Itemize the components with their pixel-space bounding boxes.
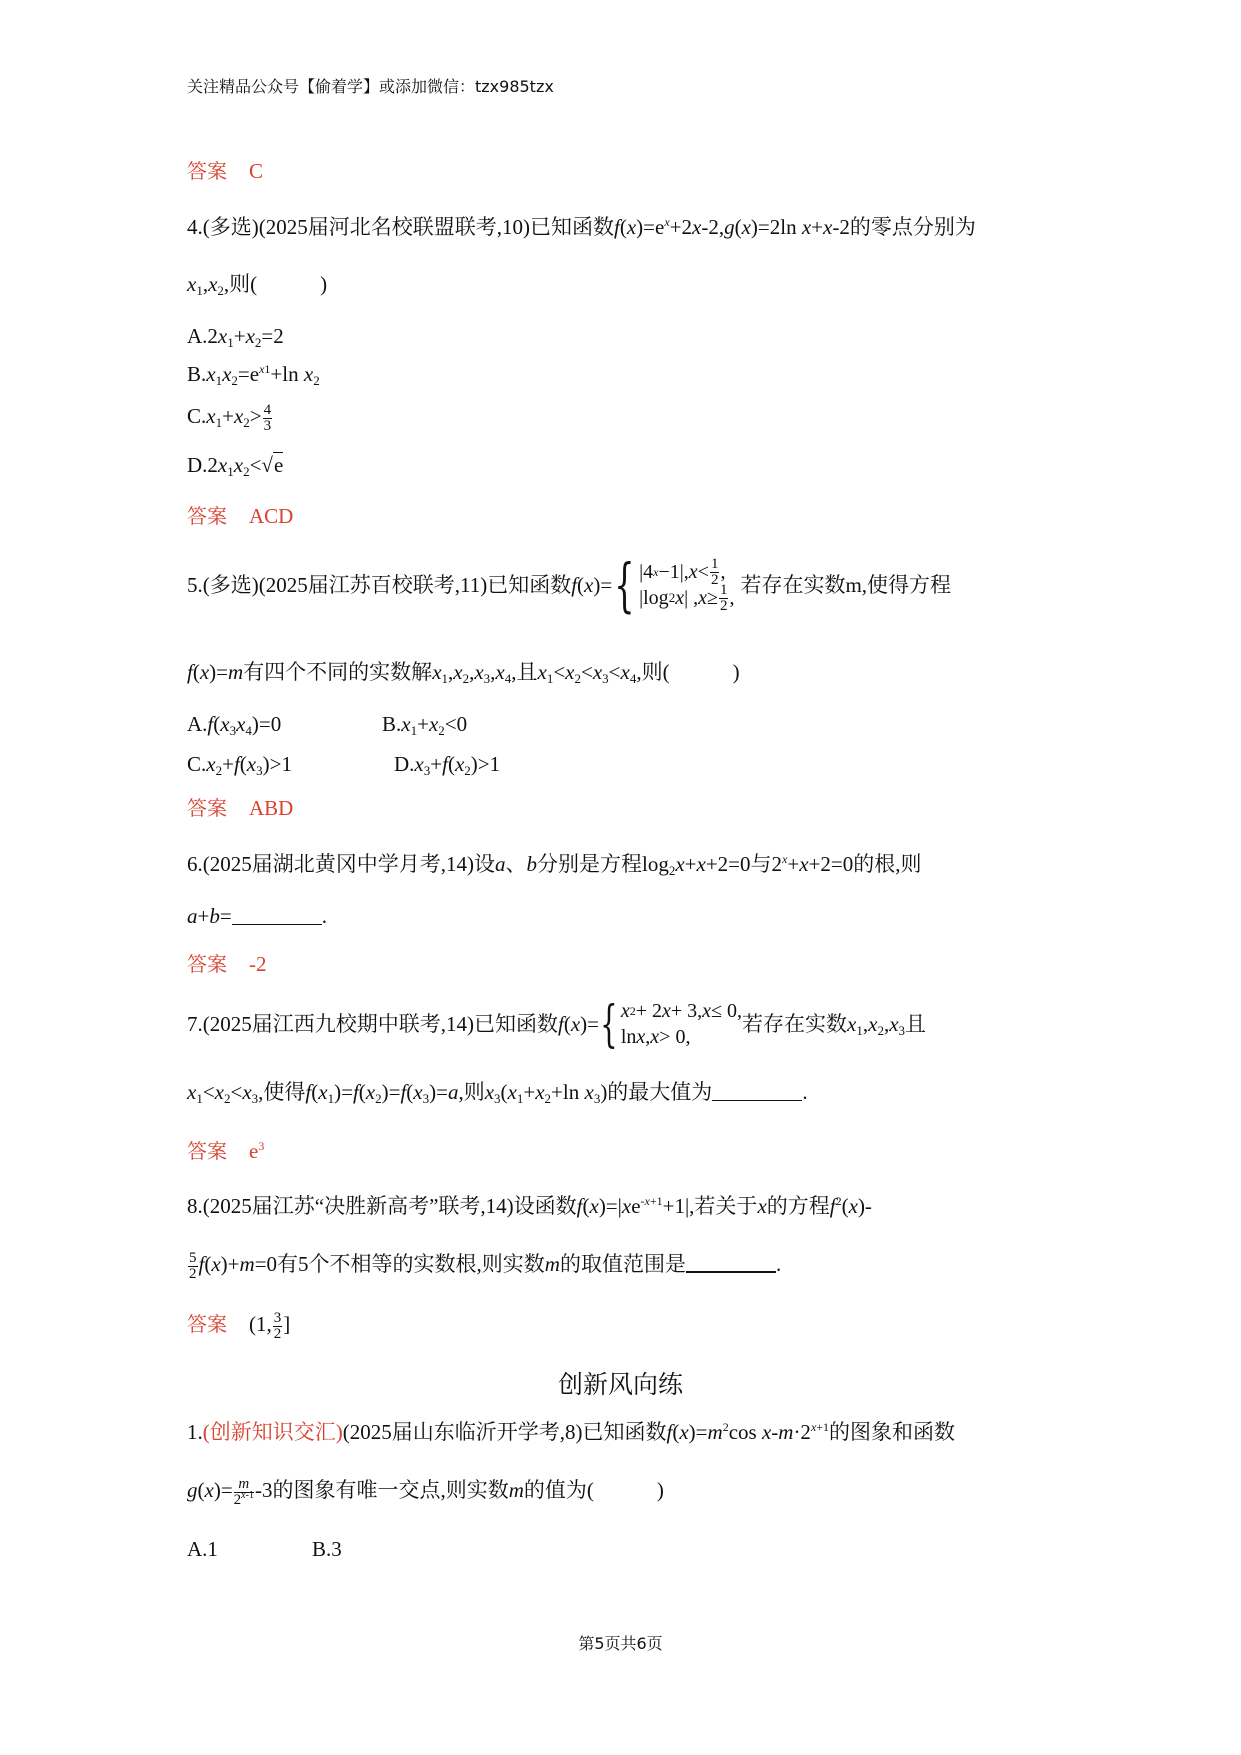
q7-stem-prefix: 7.(2025届江西九校期中联考,14)已知函数	[187, 1012, 558, 1036]
challenge-1-stem	[187, 1418, 955, 1446]
question-5-stem: 5.(多选)(2025届江苏百校联考,11)已知函数 f(x)= { |4 x −1|, x < $\frac{1}{2}$ , |log 2 x | , x ≥ $\frac{1}{2}$ , 若存在实数m,使得方程	[187, 551, 952, 619]
answer-q5	[187, 792, 293, 821]
answer-value: ABD	[249, 796, 294, 820]
challenge-1-line2: g(x)= $\frac{m}{2^{x-1}}$ -3的图象有唯一交点,则实数m的值为( )	[187, 1475, 664, 1508]
question-7-line2: $x_1<x_2<x_3$,使得$f(x_1)=f(x_2)=f(x_3)=a$,则$x_3(x_1+x_2+\ln$ $x_3$)的最大值为 .	[187, 1080, 808, 1106]
answer-value: ACD	[249, 504, 294, 528]
answer-blank	[232, 904, 322, 925]
left-brace-icon: {	[600, 995, 618, 1053]
answer-q8	[187, 1308, 290, 1342]
answer-value: $e^3$	[249, 1139, 265, 1163]
answer-label: 答案	[187, 952, 227, 976]
question-8-stem: 8.(2025届江苏“决胜新高考”联考,14)设函数$f(x)=|xe^{-x+1}+1|$,若关于x的方程$f^2(x)-$	[187, 1194, 872, 1218]
q5-option-a: $A.f(x_3x_4)=0$	[187, 712, 282, 738]
q4-option-b: $B.x_1x_2=e^{x1}+\ln$ $x_2$	[187, 362, 320, 388]
q5-stem-prefix: 5.(多选)(2025届江苏百校联考,11)已知函数	[187, 573, 572, 597]
q4-option-a: $A.2x_1+x_2=2$	[187, 324, 284, 350]
answer-label: 答案	[187, 504, 227, 528]
answer-value: -2	[249, 952, 267, 976]
page-footer: 第5页共6页	[578, 1634, 663, 1653]
question-6-line2: a+b= .	[187, 904, 327, 928]
question-5-line2: f(x)=m有四个不同的实数解$x_1,x_2,x_3,x_4$,且$x_1<x_2<x_3<x_4$,则( )	[187, 660, 740, 686]
c1-number: 1.	[187, 1420, 203, 1444]
left-brace-icon: {	[614, 551, 635, 619]
answer-value: C	[249, 159, 264, 183]
c1-stem: (2025届山东临沂开学考,8)已知函数$f(x)=m^2\cos$ $x-m\cdot 2^{x+1}$的图象和函数	[342, 1420, 956, 1444]
answer-value: (1, $\frac{3}{2}$ ]	[249, 1309, 291, 1342]
q4-stem-suffix: 的零点分别为	[849, 215, 976, 239]
answer-blank	[712, 1080, 802, 1101]
question-4-stem	[187, 213, 976, 241]
answer-blank	[686, 1251, 776, 1273]
page-header-watermark: 关注精品公众号【偷着学】或添加微信：tzx985tzx	[187, 77, 554, 96]
answer-prev	[187, 155, 263, 184]
q5-option-b: $B.x_1+x_2<0$	[382, 712, 468, 738]
q5-option-c: $C.x_2+f(x_3)>1$	[187, 752, 292, 778]
answer-label: 答案	[187, 796, 227, 820]
answer-q6	[187, 948, 267, 977]
answer-label: 答案	[187, 1312, 227, 1336]
q4-option-c: $C.x_1+x_2>$ $\frac{4}{3}$	[187, 401, 272, 434]
q7-stem-suffix: 若存在实数$x_1,x_2,x_3$且	[742, 1012, 927, 1038]
question-7-stem: 7.(2025届江西九校期中联考,14)已知函数 f(x)= { x 2 + 2 x + 3, x ≤ 0, ln x , x > 0, 若存在实数$x_1,x_2,x_3$且	[187, 995, 927, 1053]
answer-q7	[187, 1135, 264, 1164]
q7-piecewise: x 2 + 2 x + 3, x ≤ 0, ln x , x > 0,	[620, 1000, 743, 1048]
q5-stem-suffix: 若存在实数m,使得方程	[740, 573, 952, 597]
answer-label: 答案	[187, 159, 227, 183]
question-8-line2: $\frac{5}{2}$ f(x)+m=0有5个不相等的实数根,则实数m的取值范围是 .	[189, 1249, 782, 1282]
question-4-line2: $x_1,x_2$,则( )	[187, 272, 328, 298]
q4-option-d: $D.2x_1x_2<√e$	[187, 453, 284, 479]
question-6-stem: 6.(2025届湖北黄冈中学月考,14)设a、b分别是方程$\log_2x+x+2=0$与$2^x+x+2=0$的根,则	[187, 852, 922, 878]
answer-label: 答案	[187, 1139, 227, 1163]
q4-stem-prefix: 4.(多选)(2025届河北名校联盟联考,10)已知函数	[187, 215, 614, 239]
c1-option-b: B.3	[312, 1537, 342, 1561]
answer-q4	[187, 500, 293, 529]
q5-option-d: $D.x_3+f(x_2)>1$	[394, 752, 501, 778]
c1-tag: (创新知识交汇)	[202, 1420, 343, 1444]
c1-option-a: A.1	[187, 1537, 218, 1561]
section-title: 创新风向练	[557, 1370, 683, 1399]
q5-piecewise: |4 x −1|, x < $\frac{1}{2}$ , |log 2 x | , x ≥ $\frac{1}{2}$ ,	[639, 555, 735, 614]
q4-f-expr: $f(x)=e^x+2x-2,g(x)=2\ln$ x+x-2	[613, 215, 850, 239]
